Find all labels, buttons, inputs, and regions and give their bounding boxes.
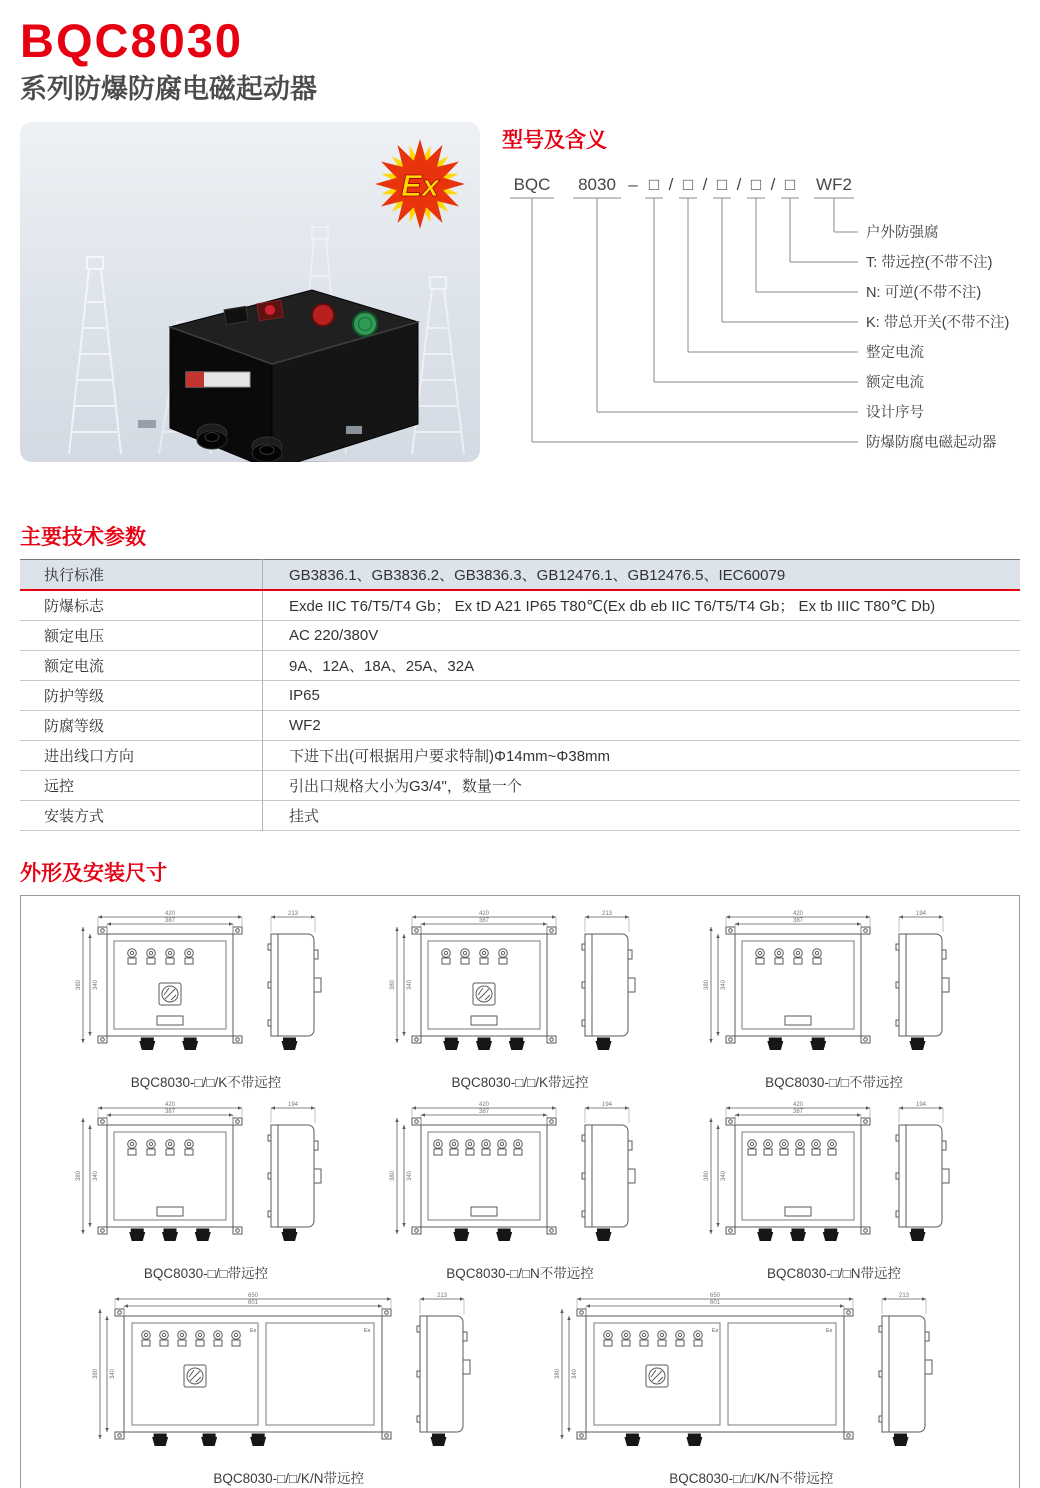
- dimension-figure: [699, 1099, 969, 1286]
- drawing-caption: BQC8030-□/□/K/N不带远控: [669, 1471, 834, 1487]
- model-heading: 型号及含义: [502, 129, 607, 153]
- spec-row: [20, 621, 1020, 651]
- svg-text:380: 380: [704, 980, 710, 991]
- dimension-figure: [385, 1099, 655, 1286]
- model-label: 额定电流: [866, 375, 924, 392]
- red-button: [312, 304, 334, 326]
- model-label: 设计序号: [866, 405, 924, 422]
- spec-row: [20, 590, 1020, 621]
- drawing-caption: BQC8030-□/□不带远控: [765, 1075, 903, 1091]
- spec-label: 额定电流: [20, 651, 263, 681]
- svg-text:387: 387: [164, 1109, 176, 1116]
- dimension-drawing: [88, 1290, 490, 1464]
- svg-text:213: 213: [287, 911, 299, 918]
- specs-heading: 主要技术参数: [20, 526, 146, 550]
- spec-row: [20, 681, 1020, 711]
- model-label: N: 可逆(不带不注): [866, 285, 982, 302]
- top-section: [20, 122, 1020, 467]
- spec-label: 防护等级: [20, 681, 263, 711]
- page-subtitle: 系列防爆防腐电磁起动器: [20, 74, 317, 105]
- svg-text:387: 387: [792, 1109, 804, 1116]
- svg-text:/: /: [668, 175, 674, 195]
- model-code-diagram: [502, 162, 1040, 467]
- svg-text:194: 194: [915, 911, 927, 918]
- svg-text:340: 340: [93, 980, 99, 991]
- drawing-caption: BQC8030-□/□N带远控: [766, 1266, 902, 1282]
- spec-value: GB3836.1、GB3836.2、GB3836.3、GB12476.1、GB12476.5、IEC60079: [289, 567, 786, 585]
- spec-value: 引出口规格大小为G3/4"，数量一个: [289, 778, 522, 796]
- model-label: T: 带远控(不带不注): [866, 255, 993, 272]
- spec-value: AC 220/380V: [289, 627, 379, 645]
- spec-label: 执行标准: [20, 560, 263, 591]
- spec-value: 9A、12A、18A、25A、32A: [289, 658, 475, 676]
- model-token: □: [648, 175, 660, 195]
- svg-text:340: 340: [407, 980, 413, 991]
- spec-row: [20, 741, 1020, 771]
- svg-text:420: 420: [478, 1102, 490, 1109]
- dimension-row: [27, 1290, 1013, 1488]
- svg-text:213: 213: [601, 911, 613, 918]
- dimension-drawing: [550, 1290, 952, 1464]
- svg-text:/: /: [702, 175, 708, 195]
- svg-text:194: 194: [287, 1102, 299, 1109]
- spec-label: 远控: [20, 771, 263, 801]
- svg-text:340: 340: [721, 1171, 727, 1182]
- dimension-figure: [71, 908, 341, 1095]
- switch-plate: [224, 307, 248, 325]
- svg-text:387: 387: [478, 918, 490, 925]
- dimension-drawing: [699, 1099, 969, 1259]
- svg-text:380: 380: [390, 980, 396, 991]
- spec-value: 下进下出(可根据用户要求特制)Φ14mm~Φ38mm: [289, 748, 611, 766]
- svg-text:340: 340: [109, 1369, 116, 1380]
- model-label: 整定电流: [866, 345, 924, 362]
- model-token: 8030: [578, 175, 616, 195]
- spec-label: 防爆标志: [20, 590, 263, 621]
- drawing-caption: BQC8030-□/□N不带远控: [446, 1266, 594, 1282]
- svg-text:/: /: [770, 175, 776, 195]
- model-token: □: [716, 175, 728, 195]
- svg-text:650: 650: [710, 1293, 721, 1300]
- svg-text:387: 387: [792, 918, 804, 925]
- svg-text:420: 420: [164, 1102, 176, 1109]
- svg-text:340: 340: [572, 1369, 579, 1380]
- svg-text:387: 387: [478, 1109, 490, 1116]
- spec-row: [20, 651, 1020, 681]
- cable-gland: [197, 424, 227, 449]
- cable-gland: [252, 437, 282, 462]
- model-token: □: [682, 175, 694, 195]
- ex-badge-text: Ex: [401, 168, 439, 204]
- dimensions-section: [20, 857, 1020, 1488]
- model-label: 防爆防腐电磁起动器: [866, 435, 997, 452]
- specs-section: [20, 521, 1020, 831]
- svg-text:194: 194: [601, 1102, 613, 1109]
- product-photo: [20, 122, 480, 462]
- dimensions-heading: 外形及安装尺寸: [20, 862, 167, 886]
- dimension-row: [27, 908, 1013, 1095]
- dimension-drawing: [385, 908, 655, 1068]
- svg-text:213: 213: [899, 1293, 910, 1300]
- svg-text:/: /: [736, 175, 742, 195]
- page-title: BQC8030: [20, 14, 243, 67]
- spec-row: [20, 801, 1020, 831]
- model-section: [502, 122, 1040, 467]
- dimension-drawing: [699, 908, 969, 1068]
- svg-text:340: 340: [407, 1171, 413, 1182]
- svg-text:213: 213: [436, 1293, 447, 1300]
- svg-text:380: 380: [704, 1171, 710, 1182]
- green-button: [353, 312, 377, 336]
- dimension-figure: [71, 1099, 341, 1286]
- dimension-drawing: [71, 908, 341, 1068]
- dimension-drawings-box: [20, 895, 1020, 1488]
- dimension-drawing: [385, 1099, 655, 1259]
- svg-text:420: 420: [792, 911, 804, 918]
- specs-table: [20, 559, 1020, 831]
- svg-text:380: 380: [76, 1171, 82, 1182]
- svg-text:387: 387: [164, 918, 176, 925]
- spec-value: 挂式: [289, 808, 320, 826]
- spec-row: [20, 560, 1020, 591]
- spec-label: 额定电压: [20, 621, 263, 651]
- dimension-figure: [88, 1290, 490, 1488]
- dimension-drawing: [71, 1099, 341, 1259]
- model-label: 户外防强腐: [866, 225, 939, 242]
- dimension-figure: [385, 908, 655, 1095]
- svg-text:380: 380: [555, 1369, 562, 1380]
- model-token: WF2: [816, 175, 852, 195]
- dimension-figure: [550, 1290, 952, 1488]
- svg-text:601: 601: [247, 1300, 258, 1307]
- spec-value: IP65: [289, 687, 320, 705]
- svg-text:420: 420: [792, 1102, 804, 1109]
- dimension-figure: [699, 908, 969, 1095]
- svg-text:Ex: Ex: [712, 1328, 719, 1335]
- spec-label: 防腐等级: [20, 711, 263, 741]
- spec-row: [20, 771, 1020, 801]
- spec-row: [20, 711, 1020, 741]
- page-header: [20, 16, 1020, 106]
- drawing-caption: BQC8030-□/□带远控: [143, 1266, 269, 1282]
- svg-text:Ex: Ex: [249, 1328, 257, 1335]
- svg-text:380: 380: [76, 980, 82, 991]
- drawing-caption: BQC8030-□/□/K/N带远控: [213, 1471, 364, 1487]
- model-token: □: [750, 175, 762, 195]
- dimension-row: [27, 1099, 1013, 1286]
- svg-text:340: 340: [721, 980, 727, 991]
- spec-label: 安装方式: [20, 801, 263, 831]
- model-token: BQC: [513, 175, 551, 195]
- svg-text:420: 420: [478, 911, 490, 918]
- spec-value: Exde IIC T6/T5/T4 Gb； Ex tD A21 IP65 T80℃(Ex db eb IIC T6/T5/T4 Gb； Ex tb IIIC T80℃ Db): [289, 598, 936, 616]
- svg-text:380: 380: [92, 1369, 99, 1380]
- model-token: □: [784, 175, 796, 195]
- svg-text:380: 380: [390, 1171, 396, 1182]
- spec-label: 进出线口方向: [20, 741, 263, 771]
- model-label: K: 带总开关(不带不注): [866, 315, 1010, 332]
- drawing-caption: BQC8030-□/□/K带远控: [451, 1075, 589, 1091]
- svg-text:194: 194: [915, 1102, 927, 1109]
- svg-text:340: 340: [93, 1171, 99, 1182]
- spec-value: WF2: [289, 717, 321, 735]
- svg-text:Ex: Ex: [363, 1328, 371, 1335]
- svg-text:650: 650: [247, 1293, 258, 1300]
- svg-text:601: 601: [710, 1300, 721, 1307]
- svg-text:–: –: [628, 175, 638, 195]
- drawing-caption: BQC8030-□/□/K不带远控: [130, 1075, 282, 1091]
- svg-text:420: 420: [164, 911, 176, 918]
- svg-text:Ex: Ex: [826, 1328, 833, 1335]
